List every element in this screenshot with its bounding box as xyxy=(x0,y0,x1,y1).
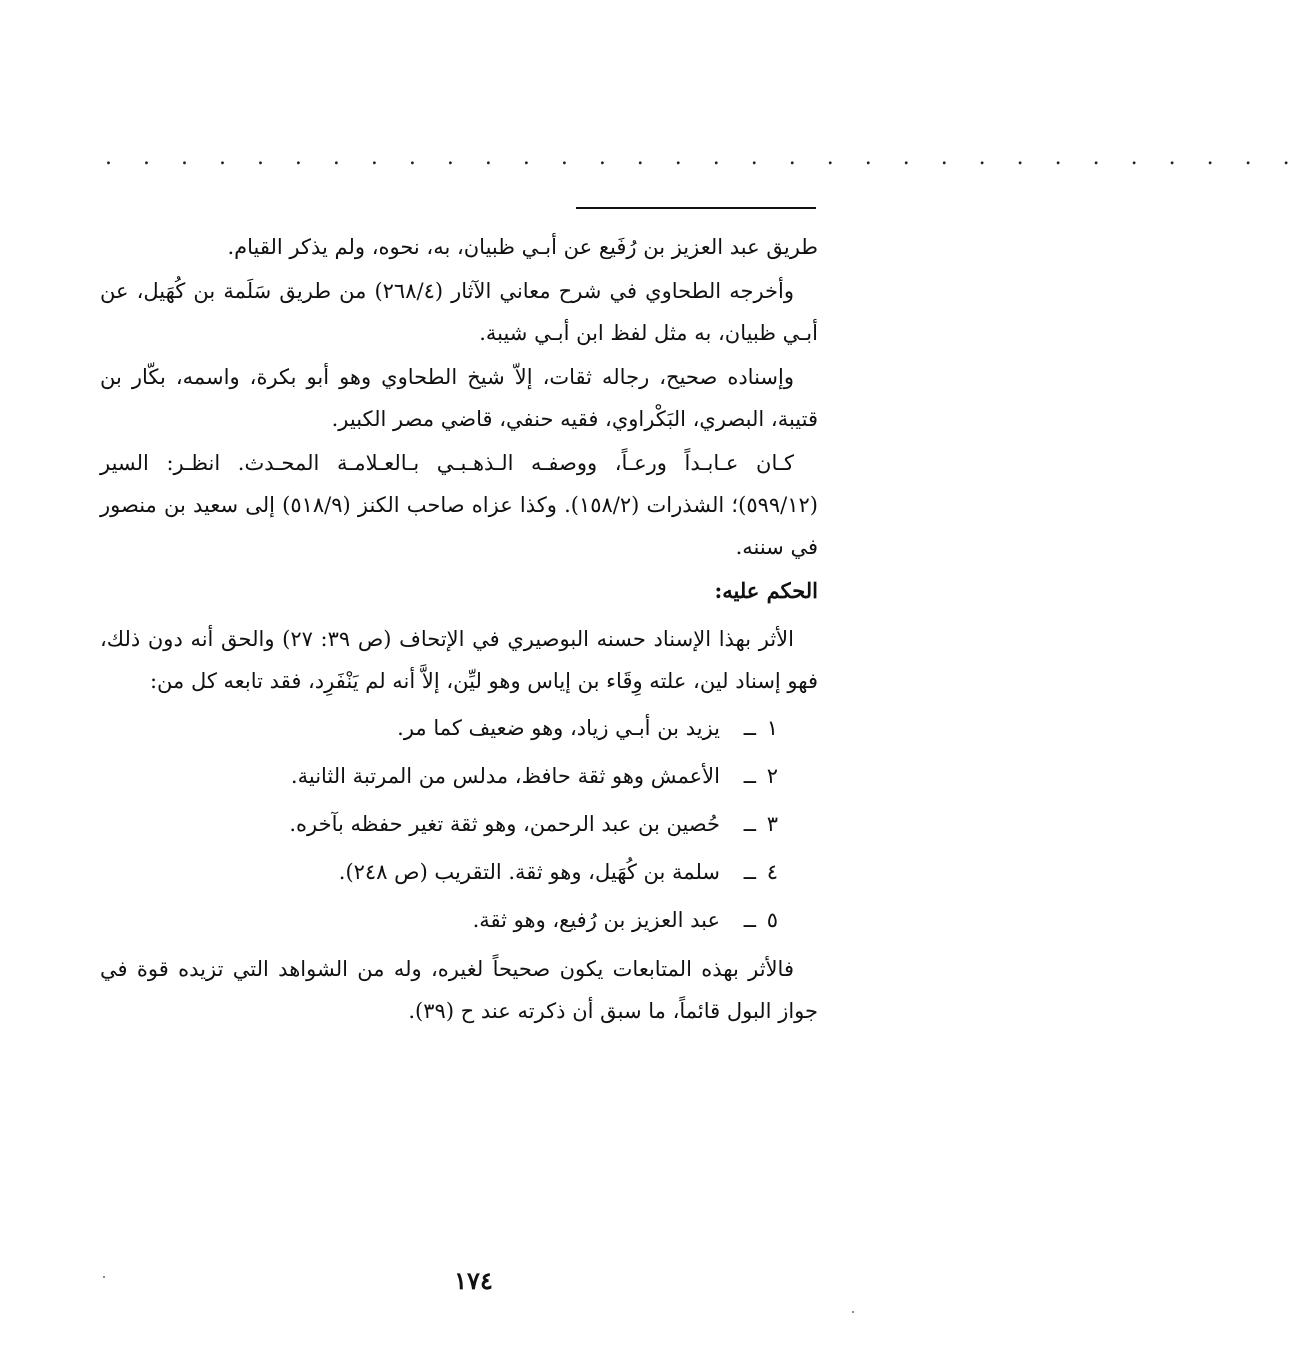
list-item xyxy=(100,704,778,752)
paragraph-2: وأخرجه الطحاوي في شرح معاني الآثار (٢٦٨/٤) من طريق سَلَمة بن كُهَيل، عن أبـي ظبيان، به مثل لفظ ابن أبـي شيبة. xyxy=(100,279,818,345)
paragraph-1: طريق عبد العزيز بن رُفَيع عن أبـي ظبيان، به، نحوه، ولم يذكر القيام. xyxy=(227,235,818,259)
paragraph-3: وإسناده صحيح، رجاله ثقات، إلاّ شيخ الطحاوي وهو أبو بكرة، واسمه، بكّار بن قتيبة، البصري، البَكْراوي، فقيه حنفي، قاضي مصر الكبير. xyxy=(100,365,818,431)
list-item-dash: ــ xyxy=(743,908,756,932)
footnote-rule xyxy=(576,207,816,209)
list-item-dash: ــ xyxy=(743,860,756,884)
page-body xyxy=(100,226,818,1034)
section-heading: الحكم عليه: xyxy=(714,578,818,603)
list-item-number: ٥ xyxy=(766,908,778,932)
list-item-text: عبد العزيز بن رُفيع، وهو ثقة. xyxy=(472,908,720,932)
list-item-text: يزيد بن أبـي زياد، وهو ضعيف كما مر. xyxy=(397,716,720,740)
paragraph-4: كـان عـابـداً ورعـاً، ووصفـه الـذهـبـي بـالعـلامـة المحـدث. انظـر: السير (٥٩٩/١٢)؛ الشذرات (١٥٨/٢). وكذا عزاه صاحب الكنز (٥١٨/٩) إلى سعيد بن منصور في سننه. xyxy=(100,451,818,559)
list-item-text: الأعمش وهو ثقة حافظ، مدلس من المرتبة الثانية. xyxy=(290,764,720,788)
list-item xyxy=(100,752,778,800)
separator-dots: . . . . . . . . . . . . . . . . . . . . . . . . . . . . . . . . xyxy=(105,145,1302,170)
page-number: ١٧٤ xyxy=(454,1266,493,1295)
narrators-list xyxy=(100,704,818,944)
scan-speck xyxy=(103,1276,105,1278)
scan-speck xyxy=(852,1311,854,1313)
list-item xyxy=(100,896,778,944)
list-item-dash: ــ xyxy=(743,812,756,836)
list-item xyxy=(100,848,778,896)
list-item-text: سلمة بن كُهَيل، وهو ثقة. التقريب (ص ٢٤٨). xyxy=(338,860,720,884)
list-item-number: ٣ xyxy=(766,812,778,836)
ruling-paragraph: الأثر بهذا الإسناد حسنه البوصيري في الإتحاف (ص ٣٩: ٢٧) والحق أنه دون ذلك، فهو إسناد لين، علته وِقَاء بن إياس وهو ليِّن، إلاَّ أنه لم يَنْفَرِد، فقد تابعه كل من: xyxy=(100,627,818,693)
list-item-dash: ــ xyxy=(743,764,756,788)
list-item-number: ١ xyxy=(766,716,778,740)
list-item xyxy=(100,800,778,848)
list-item-number: ٤ xyxy=(766,860,778,884)
list-item-dash: ــ xyxy=(743,716,756,740)
closing-paragraph: فالأثر بهذه المتابعات يكون صحيحاً لغيره، وله من الشواهد التي تزيده قوة في جواز البول قائماً، ما سبق أن ذكرته عند ح (٣٩). xyxy=(100,957,818,1023)
list-item-text: حُصين بن عبد الرحمن، وهو ثقة تغير حفظه بآخره. xyxy=(289,812,720,836)
list-item-number: ٢ xyxy=(766,764,778,788)
